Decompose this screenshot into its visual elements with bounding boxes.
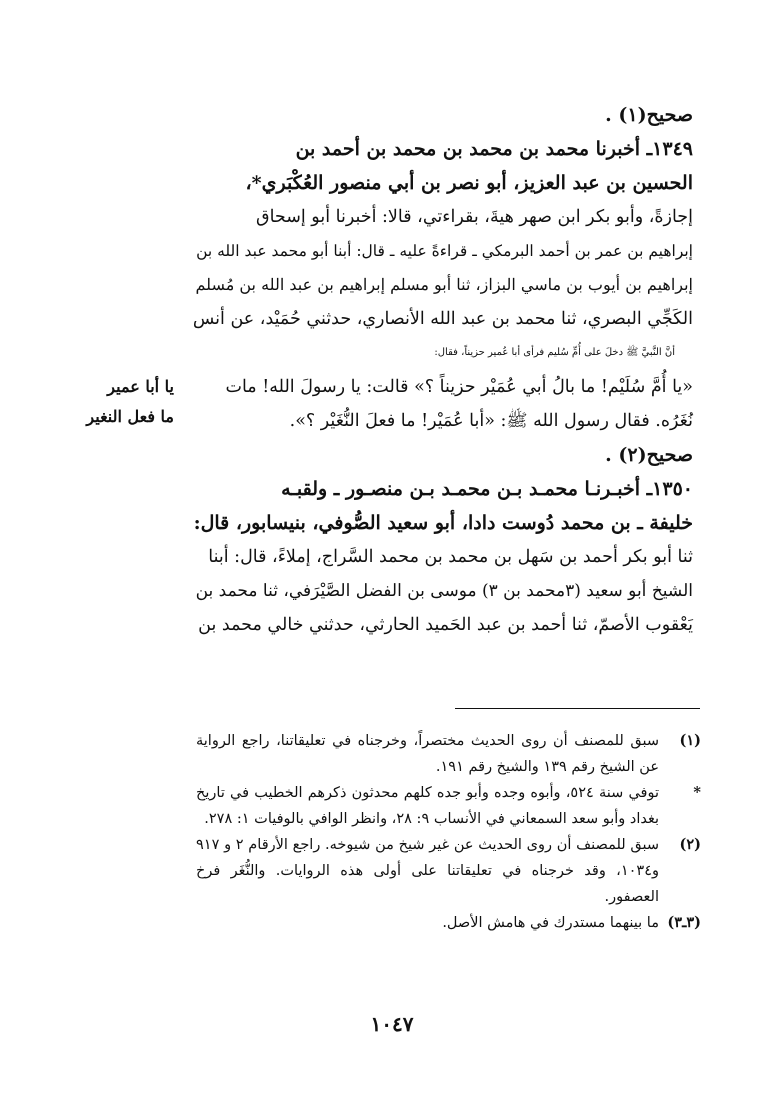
- margin-note-line: ما فعل النغير: [86, 407, 174, 426]
- footnote-mark: (٢): [679, 836, 701, 853]
- footnote-divider: [455, 708, 700, 709]
- footnotes: [196, 728, 701, 936]
- hadith-1350-heading-cont: خليفة ـ بن محمد دُوست دادا، أبو سعيد الصُّوفي، بنيسابور، قال:: [193, 512, 693, 534]
- isnad-line: الكَجِّي البصري، ثنا محمد بن عبد الله الأنصاري، حدثني حُمَيْد، عن أنس: [192, 309, 693, 329]
- footnote-mark: (١): [679, 732, 701, 749]
- matn-line: «يا أُمَّ سُلَيْم! ما بالُ أبي عُمَيْر حزيناً ؟» قالت: يا رسولَ الله! مات: [225, 377, 693, 397]
- isnad-line: إجازةً، وأبو بكر ابن صهر هيةَ، بقراءتي، قالا: أخبرنا أبو إسحاق: [256, 207, 693, 227]
- isnad-line: يَعْقوب الأصمّ، ثنا أحمد بن عبد الحَميد الحارثي، حدثني خالي محمد بن: [198, 615, 693, 635]
- hadith-1349-heading-cont: الحسين بن عبد العزيز، أبو نصر بن أبي منصور العُكْبَري*،: [245, 172, 693, 194]
- main-text: [188, 98, 693, 642]
- footnote-mark: *: [693, 784, 701, 801]
- footnote-1: [196, 728, 701, 780]
- margin-note-line: يا أبا عمير: [107, 377, 174, 396]
- isnad-line: إبراهيم بن أيوب بن ماسي البزاز، ثنا أبو مسلم إبراهيم بن عبد الله بن مُسلم: [195, 275, 693, 294]
- footnote-mark: (٣ـ٣): [667, 914, 701, 931]
- matn-line: أنَّ النَّبيَّ ﷺ دخلَ على أُمِّ سُليم فرأى أبا عُمير حزيناً، فقال:: [434, 347, 675, 358]
- footnote-text: توفي سنة ٥٢٤، وأبوه وجده وأبو جده كلهم محدثون ذكرهم الخطيب في تاريخ بغداد وأبو سعد السمعاني في الأنساب ٩: ٢٨، وانظر الوافي بالوفيات ١: ٢٧٨.: [196, 785, 659, 827]
- hadith-1349-heading: ١٣٤٩ـ أخبرنا محمد بن محمد بن محمد بن أحمد بن: [295, 138, 693, 160]
- grading-sahih-1: صحيح(١) .: [605, 104, 693, 126]
- footnote-text: سبق للمصنف أن روى الحديث عن غير شيخ من شيوخه. راجع الأرقام ٢ و ٩١٧ و١٠٣٤، وقد خرجناه في تعليقاتنا على أولى هذه الروايات. والنُّغَر فرخ العصفور.: [196, 837, 659, 905]
- footnote-3: [196, 910, 701, 936]
- footnote-2: [196, 832, 701, 910]
- isnad-line: إبراهيم بن عمر بن أحمد البرمكي ـ قراءةً عليه ـ قال: أبنا أبو محمد عبد الله بن: [196, 242, 693, 260]
- page-number: ١٠٤٧: [370, 1012, 414, 1036]
- footnote-star: [196, 780, 701, 832]
- margin-note: [86, 372, 174, 432]
- matn-line: نُغَرُه. فقال رسول الله ﷺ: «أبا عُمَيْر! ما فعلَ النُّغَيْر ؟».: [289, 411, 693, 431]
- isnad-line: الشيخ أبو سعيد (٣محمد بن ٣) موسى بن الفضل الصَّيْرَفي، ثنا محمد بن: [195, 581, 693, 601]
- footnote-text: ما بينهما مستدرك في هامش الأصل.: [442, 915, 659, 931]
- isnad-line: ثنا أبو بكر أحمد بن سَهل بن محمد بن محمد السَّراج، إملاءً، قال: أبنا: [208, 547, 693, 567]
- hadith-1350-heading: ١٣٥٠ـ أخبـرنـا محمـد بـن محمـد بـن منصـور ـ ولقبـه: [281, 478, 693, 500]
- grading-sahih-2: صحيح(٢) .: [605, 444, 693, 466]
- footnote-text: سبق للمصنف أن روى الحديث مختصراً، وخرجناه في تعليقاتنا، راجع الرواية عن الشيخ رقم ١٣٩ والشيخ رقم ١٩١.: [196, 733, 659, 775]
